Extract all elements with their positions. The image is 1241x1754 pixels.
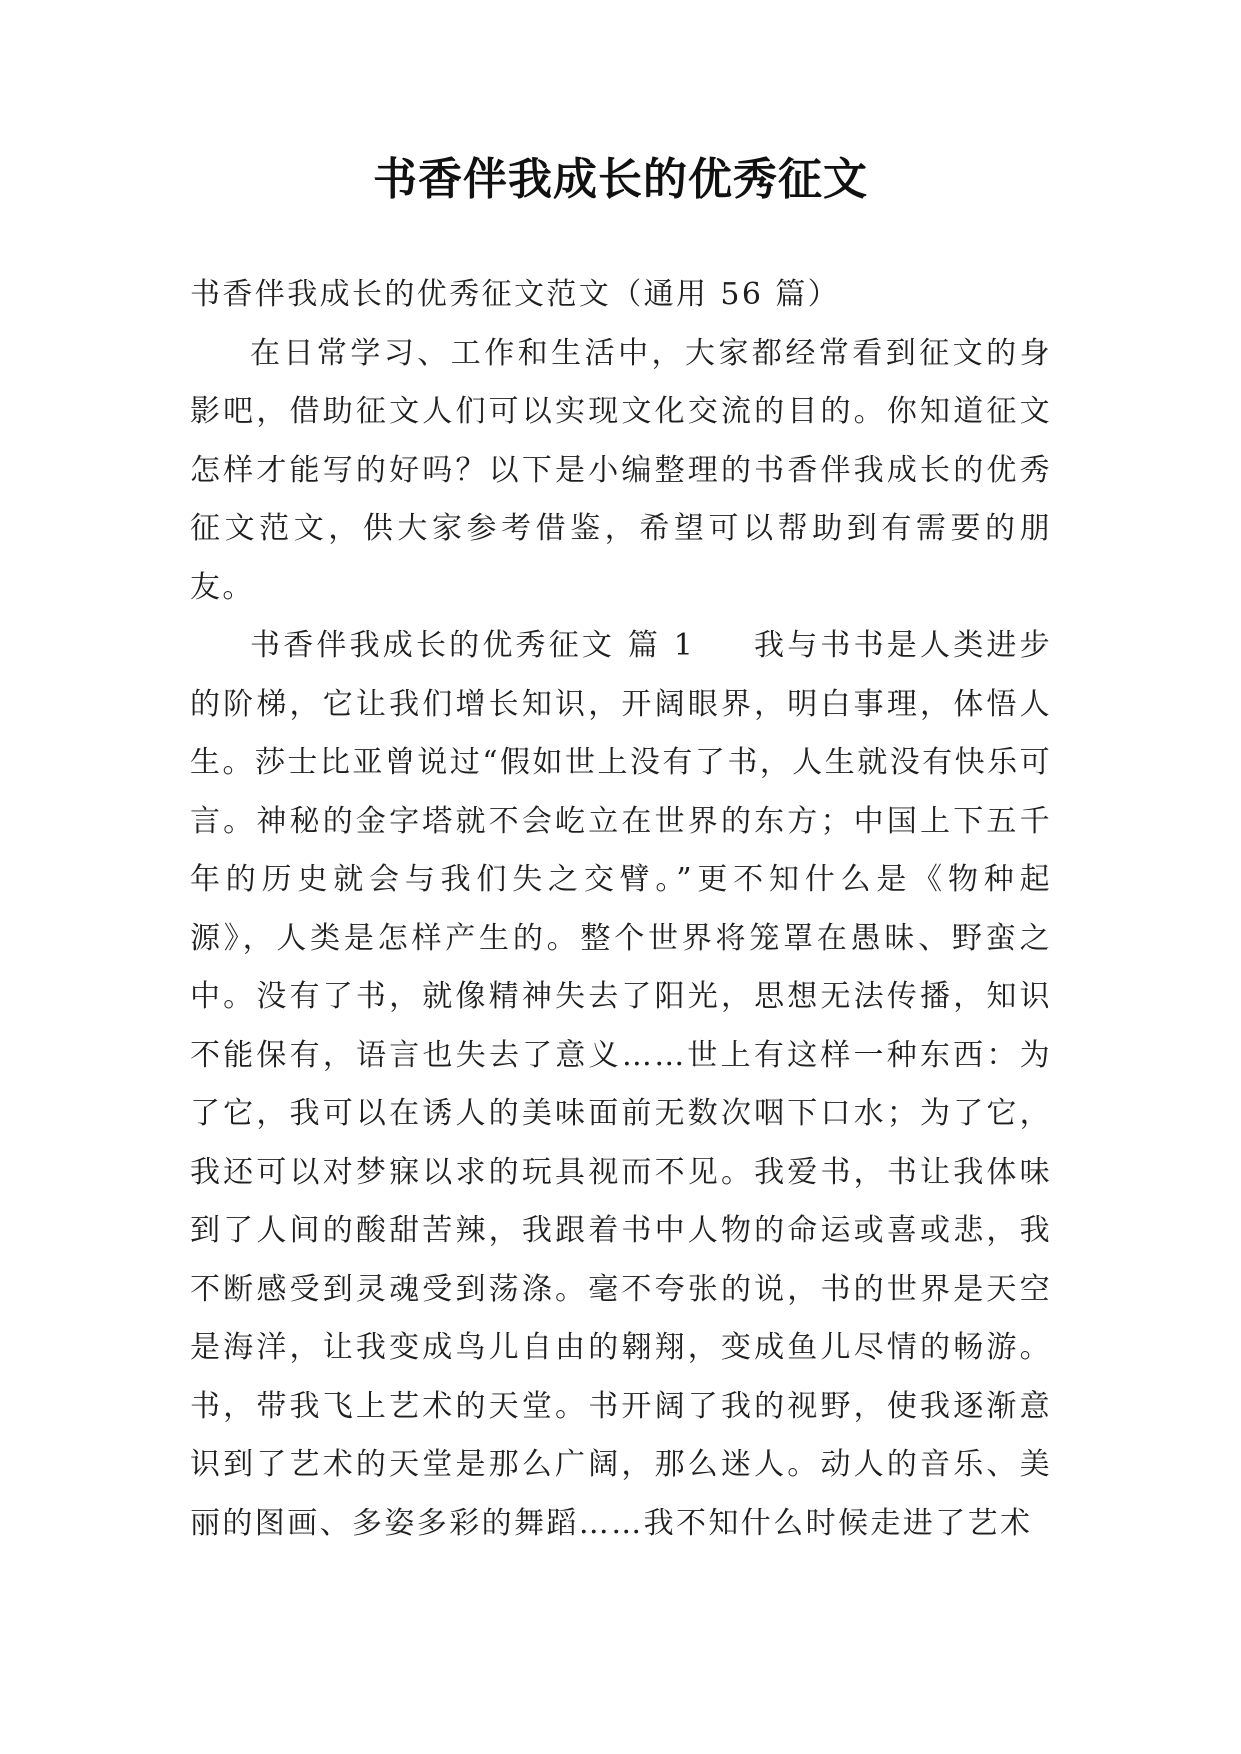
- article-heading: 书香伴我成长的优秀征文 篇 1: [250, 628, 696, 663]
- article-body: 我与书书是人类进步的阶梯，它让我们增长知识，开阔眼界，明白事理，体悟人生。莎士比亚曾说过“假如世上没有了书，人生就没有快乐可言。神秘的金字塔就不会屹立在世界的东方；中国上下五千年的历史就会与我们失之交臂。”更不知什么是《物种起源》，人类是怎样产生的。整个世界将笼罩在愚昧、野蛮之中。没有了书，就像精神失去了阳光，思想无法传播，知识不能保有，语言也失去了意义……世上有这样一种东西：为了它，我可以在诱人的美味面前无数次咽下口水；为了它，我还可以对梦寐以求的玩具视而不见。我爱书，书让我体味到了人间的酸甜苦辣，我跟着书中人物的命运或喜或悲，我不断感受到灵魂受到荡涤。毫不夸张的说，书的世界是天空是海洋，让我变成鸟儿自由的翱翔，变成鱼儿尽情的畅游。书，带我飞上艺术的天堂。书开阔了我的视野，使我逐渐意识到了艺术的天堂是那么广阔，那么迷人。动人的音乐、美丽的图画、多姿多彩的舞蹈……我不知什么时候走进了艺术: [190, 628, 1052, 1541]
- document-subtitle: 书香伴我成长的优秀征文范文（通用 56 篇）: [190, 277, 841, 312]
- intro-paragraph: 在日常学习、工作和生活中，大家都经常看到征文的身影吧，借助征文人们可以实现文化交流的目的。你知道征文怎样才能写的好吗？以下是小编整理的书香伴我成长的优秀征文范文，供大家参考借鉴，希望可以帮助到有需要的朋友。: [190, 335, 1052, 605]
- document-title: 书香伴我成长的优秀征文: [373, 154, 868, 205]
- article-paragraph: [190, 617, 1052, 1553]
- document-body: [190, 266, 1052, 1553]
